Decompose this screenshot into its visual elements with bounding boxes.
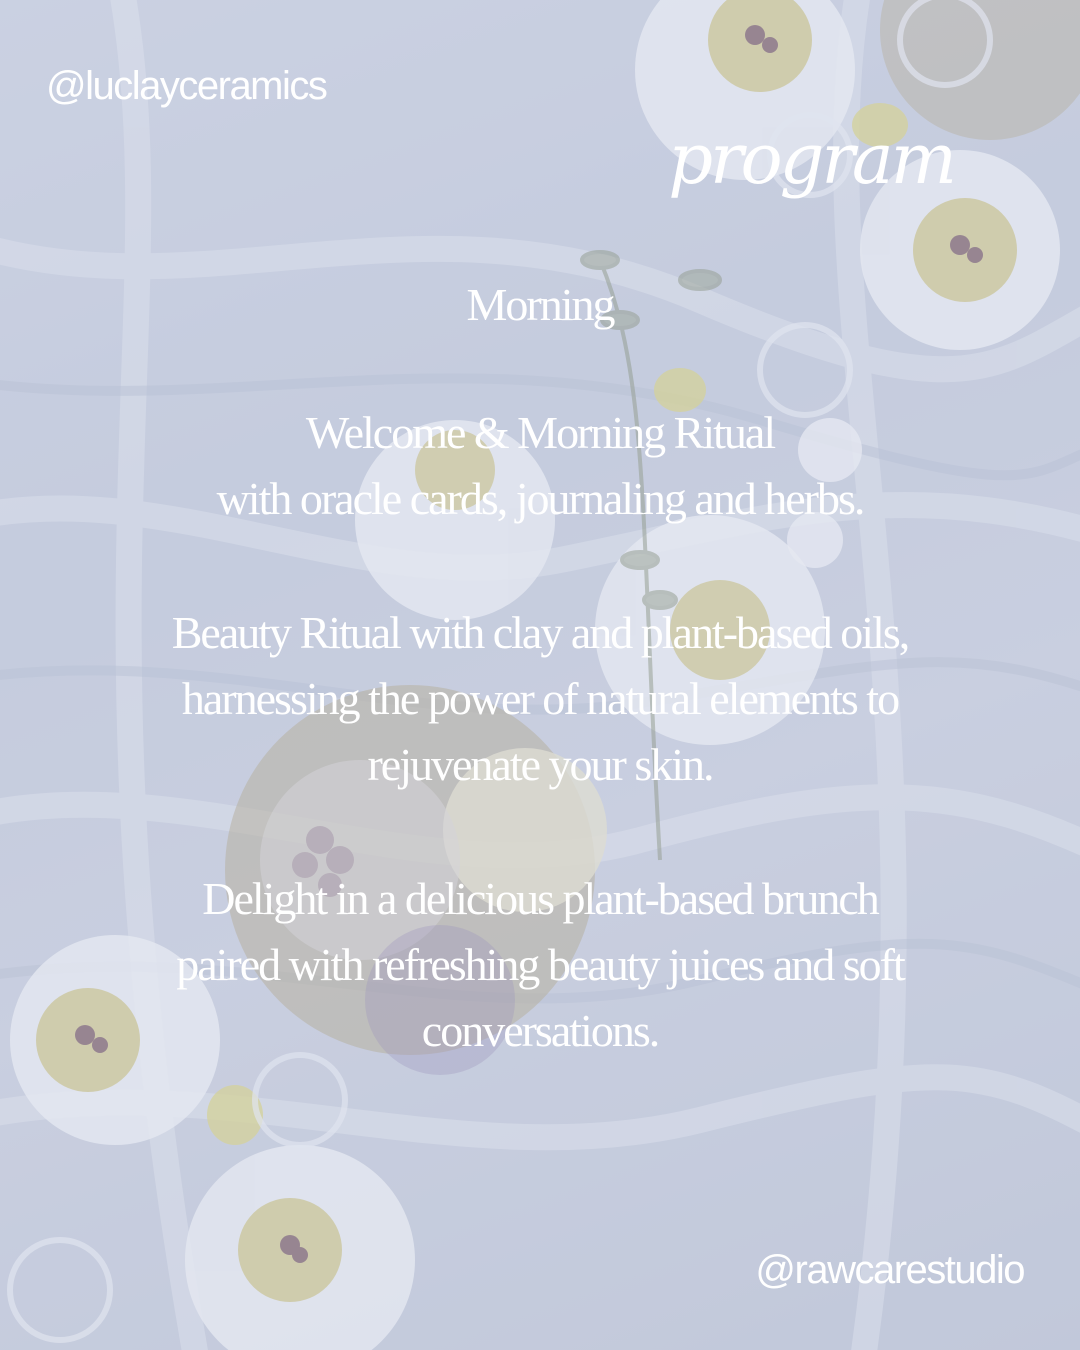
partner-handle-top[interactable]: @luclayceramics [46,64,327,108]
section-heading: Morning [466,279,614,330]
program-item-line: rejuvenate your skin. [367,739,713,790]
program-item-line: with oracle cards, journaling and herbs. [216,473,864,524]
program-item-line: Welcome & Morning Ritual [305,407,775,458]
program-item-line: Beauty Ritual with clay and plant-based oils, [171,607,909,658]
program-item-line: harnessing the power of natural elements to [181,673,899,724]
program-item-welcome [90,400,990,532]
program-item-brunch [90,866,990,1064]
program-item-line: Delight in a delicious plant-based brunch [202,873,878,924]
program-title: program [668,118,954,200]
program-item-beauty-ritual [90,600,990,798]
program-item-line: paired with refreshing beauty juices and soft [176,939,904,990]
program-item-line: conversations. [421,1005,659,1056]
partner-handle-bottom[interactable]: @rawcarestudio [755,1248,1024,1292]
